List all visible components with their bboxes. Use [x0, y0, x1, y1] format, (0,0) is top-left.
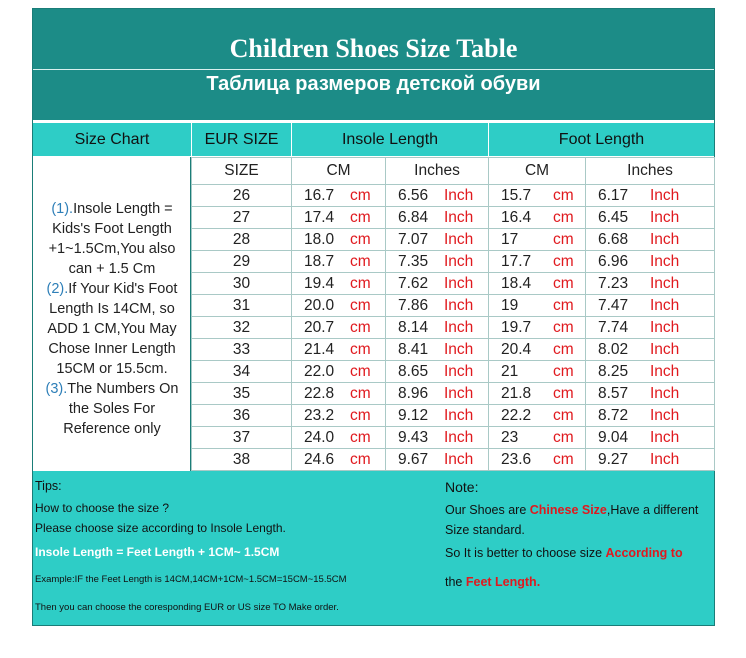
foot-cm-value: 19: [501, 296, 519, 314]
insole-cm-cell: [292, 427, 386, 449]
foot-inch-cell: [586, 295, 715, 317]
cm-unit: cm: [553, 362, 574, 380]
note-line-4: [445, 575, 540, 589]
inch-unit: Inch: [650, 384, 680, 402]
note-line-1-a: Our Shoes are: [445, 503, 530, 517]
cm-unit: cm: [350, 428, 371, 446]
insole-inch-cell: [386, 449, 489, 471]
foot-inch-cell: [586, 229, 715, 251]
inch-unit: Inch: [650, 274, 680, 292]
size-value: 30: [232, 274, 251, 292]
size-value: 29: [232, 252, 251, 270]
cm-unit: cm: [350, 186, 371, 204]
note-line-2: Size standard.: [445, 523, 525, 537]
foot-inch-value: 7.23: [598, 274, 629, 292]
inch-unit: Inch: [444, 296, 474, 314]
cm-unit: cm: [553, 252, 574, 270]
foot-cm-value: 17.7: [501, 252, 532, 270]
insole-inch-cell: [386, 427, 489, 449]
inch-unit: Inch: [650, 406, 680, 424]
insole-inch-value: 7.62: [398, 274, 429, 292]
insole-cm-cell: [292, 273, 386, 295]
size-cell: [192, 185, 292, 207]
insole-inch-value: 7.86: [398, 296, 429, 314]
inch-unit: Inch: [650, 230, 680, 248]
note-line-3-a: So It is better to choose size: [445, 546, 606, 560]
foot-inch-value: 8.72: [598, 406, 629, 424]
subheader-size: SIZE: [192, 158, 292, 185]
insole-cm-value: 20.0: [304, 296, 335, 314]
foot-inch-value: 9.04: [598, 428, 629, 446]
insole-inch-cell: [386, 207, 489, 229]
inch-unit: Inch: [650, 252, 680, 270]
insole-cm-cell: [292, 251, 386, 273]
insole-cm-value: 18.7: [304, 252, 335, 270]
cm-unit: cm: [350, 274, 371, 292]
insole-inch-value: 9.12: [398, 406, 429, 424]
insole-inch-value: 8.96: [398, 384, 429, 402]
title-band: [33, 9, 714, 120]
table-row: [192, 295, 715, 317]
size-cell: [192, 207, 292, 229]
size-value: 31: [232, 296, 251, 314]
cm-unit: cm: [553, 384, 574, 402]
inch-unit: Inch: [444, 230, 474, 248]
size-chart-notes: [33, 157, 191, 471]
cm-unit: cm: [350, 450, 371, 468]
foot-cm-value: 23.6: [501, 450, 532, 468]
table-row: [192, 339, 715, 361]
cm-unit: cm: [553, 230, 574, 248]
note-line-3: [445, 546, 683, 560]
insole-inch-value: 9.43: [398, 428, 429, 446]
table-row: [192, 185, 715, 207]
foot-cm-value: 23: [501, 428, 519, 446]
table-row: [192, 317, 715, 339]
inch-unit: Inch: [444, 384, 474, 402]
size-table: [191, 157, 715, 471]
foot-cm-value: 21.8: [501, 384, 532, 402]
foot-inch-cell: [586, 361, 715, 383]
header-size-chart: Size Chart: [33, 123, 191, 156]
insole-cm-cell: [292, 383, 386, 405]
size-cell: [192, 317, 292, 339]
foot-cm-value: 19.7: [501, 318, 532, 336]
insole-inch-cell: [386, 229, 489, 251]
size-table-frame: [32, 8, 715, 626]
foot-cm-cell: [489, 361, 586, 383]
cm-unit: cm: [350, 296, 371, 314]
foot-cm-value: 20.4: [501, 340, 532, 358]
insole-cm-value: 22.8: [304, 384, 335, 402]
foot-inch-cell: [586, 339, 715, 361]
inch-unit: Inch: [444, 186, 474, 204]
note-2-number: (2).: [46, 281, 69, 297]
size-cell: [192, 361, 292, 383]
table-row: [192, 383, 715, 405]
cm-unit: cm: [553, 208, 574, 226]
inch-unit: Inch: [650, 362, 680, 380]
insole-inch-cell: [386, 185, 489, 207]
subheader-insole-cm: CM: [292, 158, 386, 185]
insole-inch-value: 6.84: [398, 208, 429, 226]
cm-unit: cm: [553, 296, 574, 314]
inch-unit: Inch: [650, 428, 680, 446]
size-value: 33: [232, 340, 251, 358]
foot-inch-value: 8.57: [598, 384, 629, 402]
inch-unit: Inch: [444, 318, 474, 336]
foot-inch-cell: [586, 427, 715, 449]
note-3-number: (3).: [45, 381, 68, 397]
tips-answer: Please choose size according to Insole Length.: [35, 521, 286, 535]
foot-cm-value: 22.2: [501, 406, 532, 424]
subheader-insole-inches: Inches: [386, 158, 489, 185]
inch-unit: Inch: [444, 406, 474, 424]
inch-unit: Inch: [650, 450, 680, 468]
insole-cm-value: 22.0: [304, 362, 335, 380]
foot-inch-value: 7.47: [598, 296, 629, 314]
inch-unit: Inch: [444, 340, 474, 358]
cm-unit: cm: [350, 362, 371, 380]
inch-unit: Inch: [444, 362, 474, 380]
foot-inch-value: 6.45: [598, 208, 629, 226]
note-1-text: Insole Length = Kids's Foot Length +1~1.5Cm,You also can + 1.5 Cm: [48, 201, 176, 277]
foot-cm-cell: [489, 383, 586, 405]
foot-inch-cell: [586, 405, 715, 427]
size-cell: [192, 339, 292, 361]
cm-unit: cm: [350, 318, 371, 336]
notes-text: [37, 199, 187, 439]
size-value: 37: [232, 428, 251, 446]
table-row: [192, 449, 715, 471]
insole-inch-cell: [386, 405, 489, 427]
foot-cm-value: 16.4: [501, 208, 532, 226]
size-value: 34: [232, 362, 251, 380]
note-line-1-c: ,Have a different: [606, 503, 699, 517]
cm-unit: cm: [350, 384, 371, 402]
insole-inch-value: 6.56: [398, 186, 429, 204]
insole-cm-value: 24.6: [304, 450, 335, 468]
note-3-text: The Numbers On the Soles For Reference only: [63, 381, 179, 437]
page-title: Children Shoes Size Table: [229, 34, 518, 63]
page-title-russian: Таблица размеров детской обуви: [206, 73, 541, 95]
foot-inch-value: 7.74: [598, 318, 629, 336]
foot-cm-cell: [489, 427, 586, 449]
size-cell: [192, 273, 292, 295]
foot-cm-cell: [489, 449, 586, 471]
inch-unit: Inch: [444, 252, 474, 270]
foot-inch-cell: [586, 317, 715, 339]
insole-inch-value: 8.65: [398, 362, 429, 380]
foot-cm-cell: [489, 295, 586, 317]
insole-inch-cell: [386, 295, 489, 317]
insole-cm-value: 16.7: [304, 186, 335, 204]
insole-cm-cell: [292, 207, 386, 229]
subheader-row: [192, 158, 715, 185]
table-row: [192, 229, 715, 251]
insole-cm-cell: [292, 295, 386, 317]
inch-unit: Inch: [650, 208, 680, 226]
insole-inch-value: 7.07: [398, 230, 429, 248]
insole-inch-value: 9.67: [398, 450, 429, 468]
foot-cm-cell: [489, 207, 586, 229]
header-eur-size: EUR SIZE: [192, 123, 291, 156]
foot-cm-cell: [489, 273, 586, 295]
foot-inch-cell: [586, 449, 715, 471]
cm-unit: cm: [350, 406, 371, 424]
insole-cm-value: 24.0: [304, 428, 335, 446]
foot-cm-cell: [489, 251, 586, 273]
cm-unit: cm: [553, 340, 574, 358]
foot-cm-value: 17: [501, 230, 519, 248]
size-cell: [192, 427, 292, 449]
note-chinese-size: Chinese Size: [529, 503, 607, 517]
foot-inch-value: 6.68: [598, 230, 629, 248]
insole-cm-cell: [292, 405, 386, 427]
size-value: 32: [232, 318, 251, 336]
tips-question: How to choose the size ?: [35, 501, 170, 515]
foot-inch-value: 8.02: [598, 340, 629, 358]
cm-unit: cm: [553, 450, 574, 468]
foot-cm-value: 18.4: [501, 274, 532, 292]
insole-cm-value: 20.7: [304, 318, 335, 336]
cm-unit: cm: [553, 186, 574, 204]
insole-cm-cell: [292, 449, 386, 471]
inch-unit: Inch: [444, 274, 474, 292]
size-value: 36: [232, 406, 251, 424]
cm-unit: cm: [553, 318, 574, 336]
header-insole-length: Insole Length: [292, 123, 488, 156]
foot-cm-cell: [489, 317, 586, 339]
table-row: [192, 273, 715, 295]
note-according-to: According to: [605, 546, 683, 560]
insole-cm-value: 23.2: [304, 406, 335, 424]
header-foot-length: Foot Length: [489, 123, 714, 156]
insole-cm-cell: [292, 339, 386, 361]
size-cell: [192, 383, 292, 405]
foot-inch-cell: [586, 383, 715, 405]
foot-cm-cell: [489, 229, 586, 251]
size-value: 28: [232, 230, 251, 248]
size-value: 27: [232, 208, 251, 226]
size-value: 26: [232, 186, 251, 204]
table-row: [192, 427, 715, 449]
size-cell: [192, 295, 292, 317]
size-value: 35: [232, 384, 251, 402]
size-value: 38: [232, 450, 251, 468]
inch-unit: Inch: [444, 428, 474, 446]
insole-cm-cell: [292, 185, 386, 207]
inch-unit: Inch: [444, 450, 474, 468]
cm-unit: cm: [350, 230, 371, 248]
inch-unit: Inch: [650, 340, 680, 358]
cm-unit: cm: [553, 274, 574, 292]
insole-inch-value: 7.35: [398, 252, 429, 270]
foot-cm-cell: [489, 405, 586, 427]
cm-unit: cm: [350, 252, 371, 270]
insole-cm-value: 19.4: [304, 274, 335, 292]
table-row: [192, 405, 715, 427]
note-line-4-a: the: [445, 575, 466, 589]
foot-inch-cell: [586, 207, 715, 229]
insole-inch-value: 8.41: [398, 340, 429, 358]
insole-cm-value: 18.0: [304, 230, 335, 248]
inch-unit: Inch: [650, 186, 680, 204]
insole-cm-value: 17.4: [304, 208, 335, 226]
foot-cm-cell: [489, 185, 586, 207]
size-cell: [192, 449, 292, 471]
subheader-foot-inches: Inches: [586, 158, 715, 185]
insole-cm-cell: [292, 317, 386, 339]
note-2-text: If Your Kid's Foot Length Is 14CM, so ADD 1 CM,You May Chose Inner Length 15CM or 15.5cm.: [47, 281, 178, 377]
cm-unit: cm: [350, 340, 371, 358]
size-cell: [192, 229, 292, 251]
note-line-1: [445, 503, 698, 517]
insole-inch-value: 8.14: [398, 318, 429, 336]
foot-cm-cell: [489, 339, 586, 361]
cm-unit: cm: [350, 208, 371, 226]
tips-formula: Insole Length = Feet Length + 1CM~ 1.5CM: [35, 545, 280, 559]
insole-inch-cell: [386, 251, 489, 273]
tips-section: [33, 471, 714, 625]
foot-cm-value: 15.7: [501, 186, 532, 204]
insole-inch-cell: [386, 339, 489, 361]
insole-cm-cell: [292, 229, 386, 251]
insole-inch-cell: [386, 383, 489, 405]
insole-inch-cell: [386, 361, 489, 383]
note-1-number: (1).: [51, 201, 74, 217]
size-cell: [192, 405, 292, 427]
cm-unit: cm: [553, 406, 574, 424]
inch-unit: Inch: [650, 296, 680, 314]
cm-unit: cm: [553, 428, 574, 446]
foot-inch-value: 6.17: [598, 186, 629, 204]
tips-label: Tips:: [35, 479, 62, 493]
table-row: [192, 361, 715, 383]
foot-inch-cell: [586, 251, 715, 273]
insole-inch-cell: [386, 317, 489, 339]
foot-inch-value: 9.27: [598, 450, 629, 468]
table-row: [192, 251, 715, 273]
insole-cm-cell: [292, 361, 386, 383]
inch-unit: Inch: [650, 318, 680, 336]
size-cell: [192, 251, 292, 273]
tips-then: Then you can choose the coresponding EUR or US size TO Make order.: [35, 602, 339, 613]
foot-inch-cell: [586, 185, 715, 207]
foot-cm-value: 21: [501, 362, 519, 380]
foot-inch-value: 8.25: [598, 362, 629, 380]
foot-inch-cell: [586, 273, 715, 295]
table-row: [192, 207, 715, 229]
inch-unit: Inch: [444, 208, 474, 226]
note-label: Note:: [445, 479, 479, 495]
insole-cm-value: 21.4: [304, 340, 335, 358]
title-divider: [33, 69, 714, 70]
subheader-foot-cm: CM: [489, 158, 586, 185]
foot-inch-value: 6.96: [598, 252, 629, 270]
insole-inch-cell: [386, 273, 489, 295]
note-feet-length: Feet Length.: [465, 575, 541, 589]
tips-example: Example:IF the Feet Length is 14CM,14CM+1CM~1.5CM=15CM~15.5CM: [35, 574, 347, 585]
